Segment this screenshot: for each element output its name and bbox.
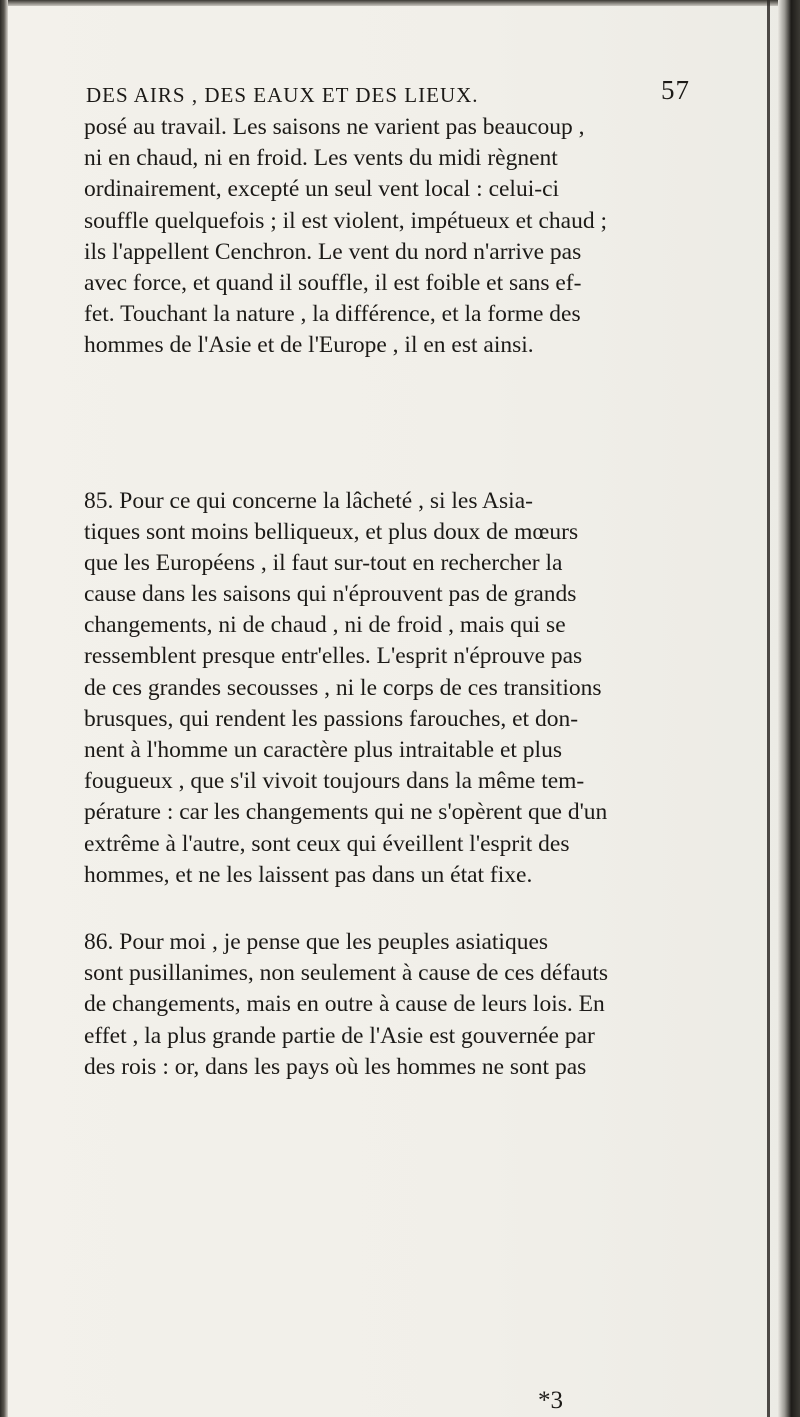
text-line: cause dans les saisons qui n'éprouvent pas de grands xyxy=(84,581,577,608)
body-text xyxy=(84,112,750,1083)
text-line: de ces grandes secousses , ni le corps de ces transitions xyxy=(84,674,602,701)
text-line: de changements, mais en outre à cause de leurs lois. En xyxy=(84,991,605,1018)
text-line: extrême à l'autre, sont ceux qui éveillent l'esprit des xyxy=(84,830,570,857)
signature-mark-text: *3 xyxy=(538,1387,563,1414)
text-line: changements, ni de chaud , ni de froid , mais qui se xyxy=(84,612,566,639)
text-line: ni en chaud, ni en froid. Les vents du midi règnent xyxy=(84,145,558,172)
binding-line xyxy=(767,0,770,1417)
text-line: fougueux , que s'il vivoit toujours dans la même tem- xyxy=(84,768,585,795)
text-line: souffle quelquefois ; il est violent, impétueux et chaud ; xyxy=(84,207,607,234)
text-line: avec force, et quand il souffle, il est foible et sans ef- xyxy=(84,269,582,296)
text-line: hommes de l'Asie et de l'Europe , il en est ainsi. xyxy=(84,332,534,359)
page-number: 57 xyxy=(661,75,690,105)
paragraph-85 xyxy=(84,486,750,891)
page-header xyxy=(86,75,690,109)
text-line: tiques sont moins belliqueux, et plus doux de mœurs xyxy=(84,518,579,545)
text-line: nent à l'homme un caractère plus intraitable et plus xyxy=(84,737,562,763)
paragraph-86 xyxy=(84,927,750,1083)
text-line: ordinairement, excepté un seul vent local : celui-ci xyxy=(84,176,560,203)
text-line: que les Européens , il faut sur-tout en rechercher la xyxy=(84,549,563,576)
text-line: hommes, et ne les laissent pas dans un état fixe. xyxy=(84,861,533,888)
page-right-edge xyxy=(778,0,800,1417)
text-line: fet. Touchant la nature , la différence, et la forme des xyxy=(84,301,581,328)
text-line: des rois : or, dans les pays où les hommes ne sont pas xyxy=(84,1053,587,1080)
page-top-edge xyxy=(0,0,800,6)
text-line: pérature : car les changements qui ne s'opèrent que d'un xyxy=(84,799,608,826)
text-line: ils l'appellent Cenchron. Le vent du nord n'arrive pas xyxy=(84,238,582,265)
page-left-edge xyxy=(0,0,8,1417)
text-line: brusques, qui rendent les passions farouches, et don- xyxy=(84,705,579,732)
text-line: sont pusillanimes, non seulement à cause de ces défauts xyxy=(84,960,609,987)
text-line: posé au travail. Les saisons ne varient pas beaucoup , xyxy=(84,114,585,140)
text-line: 86. Pour moi , je pense que les peuples asiatiques xyxy=(84,928,549,955)
text-line: ressemblent presque entr'elles. L'esprit n'éprouve pas xyxy=(84,643,583,670)
text-line: 85. Pour ce qui concerne la lâcheté , si les Asia- xyxy=(84,487,533,514)
running-title: DES AIRS , DES EAUX ET DES LIEUX. xyxy=(86,83,479,107)
paragraph-continuation xyxy=(84,112,750,362)
text-line: effet , la plus grande partie de l'Asie est gouvernée par xyxy=(84,1022,595,1049)
